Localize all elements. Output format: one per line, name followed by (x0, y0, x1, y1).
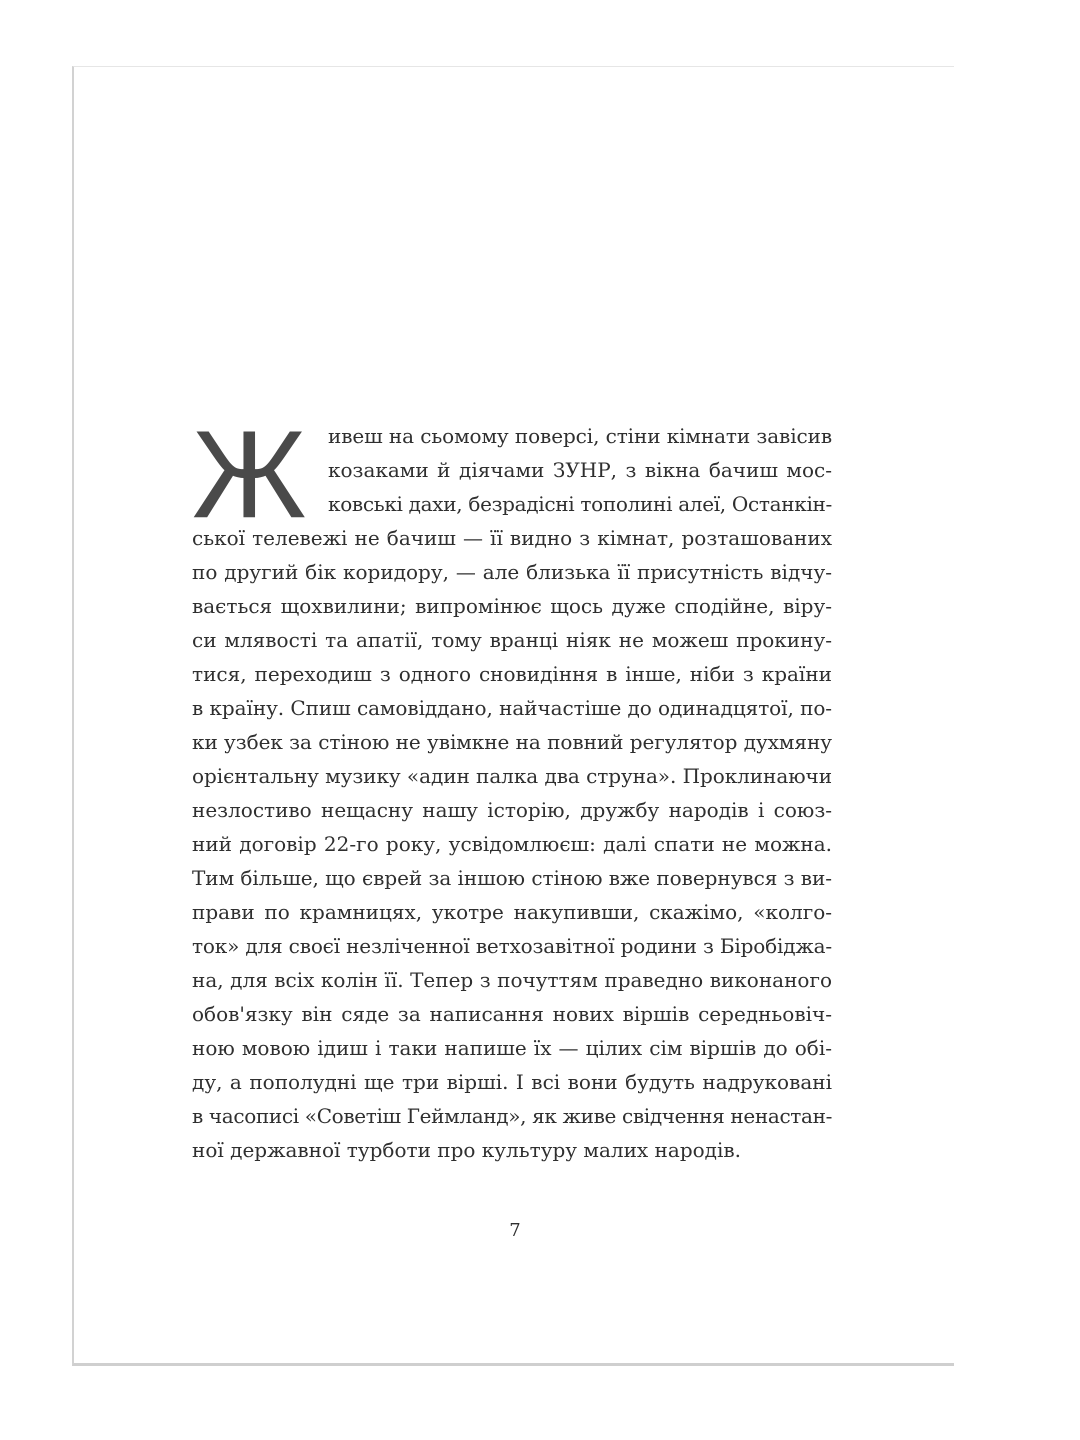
text-line: в часописі «Советіш Геймланд», як живе свідчення ненастан- (192, 1104, 832, 1128)
text-line: козаками й діячами ЗУНР, з вікна бачиш мос- (328, 458, 832, 482)
text-line: вається щохвилини; випромінює щось дуже сподійне, віру- (192, 594, 832, 618)
text-line: орієнтальну музику «адин палка два струна». Проклинаючи (192, 764, 832, 788)
text-line: ської телевежі не бачиш — її видно з кімнат, розташованих (192, 526, 832, 550)
text-line: обов'язку він сяде за написання нових віршів середньовіч- (192, 1002, 832, 1026)
text-line: незлостиво нещасну нашу історію, дружбу народів і союз- (192, 798, 832, 822)
text-line: ки узбек за стіною не увімкне на повний регулятор духмяну (192, 730, 833, 754)
text-line: по другий бік коридору, — але близька її присутність відчу- (192, 560, 832, 584)
text-line: ної державної турботи про культуру малих народів. (192, 1138, 741, 1162)
text-line: ний договір 22-го року, усвідомлюєш: далі спати не можна. (192, 832, 832, 856)
body-text (192, 406, 833, 1167)
text-line: в країну. Спиш самовіддано, найчастіше до одинадцятої, по- (192, 696, 832, 720)
text-line: ивеш на сьомому поверсі, стіни кімнати завісив (328, 424, 832, 448)
text-line: на, для всіх колін її. Тепер з почуттям праведно виконаного (192, 968, 832, 992)
text-line: Тим більше, що єврей за іншою стіною вже повернувся з ви- (192, 866, 832, 890)
drop-cap: Ж (192, 406, 303, 544)
text-line: ною мовою ідиш і таки напише їх — цілих сім віршів до обі- (192, 1036, 832, 1060)
text-line: тися, переходиш з одного сновидіння в інше, ніби з країни (192, 662, 832, 686)
text-line: ковські дахи, безрадісні тополині алеї, Останкін- (328, 492, 832, 516)
page-number: 7 (509, 1220, 521, 1241)
text-line: ду, а пополудні ще три вірші. І всі вони будуть надруковані (192, 1070, 832, 1094)
book-page (72, 66, 954, 1366)
text-line: ток» для своєї незліченної ветхозавітної родини з Біробіджа- (192, 934, 832, 958)
text-line: прави по крамницях, укотре накупивши, скажімо, «колго- (192, 900, 832, 924)
text-line: си млявості та апатії, тому вранці ніяк не можеш прокину- (192, 628, 832, 652)
